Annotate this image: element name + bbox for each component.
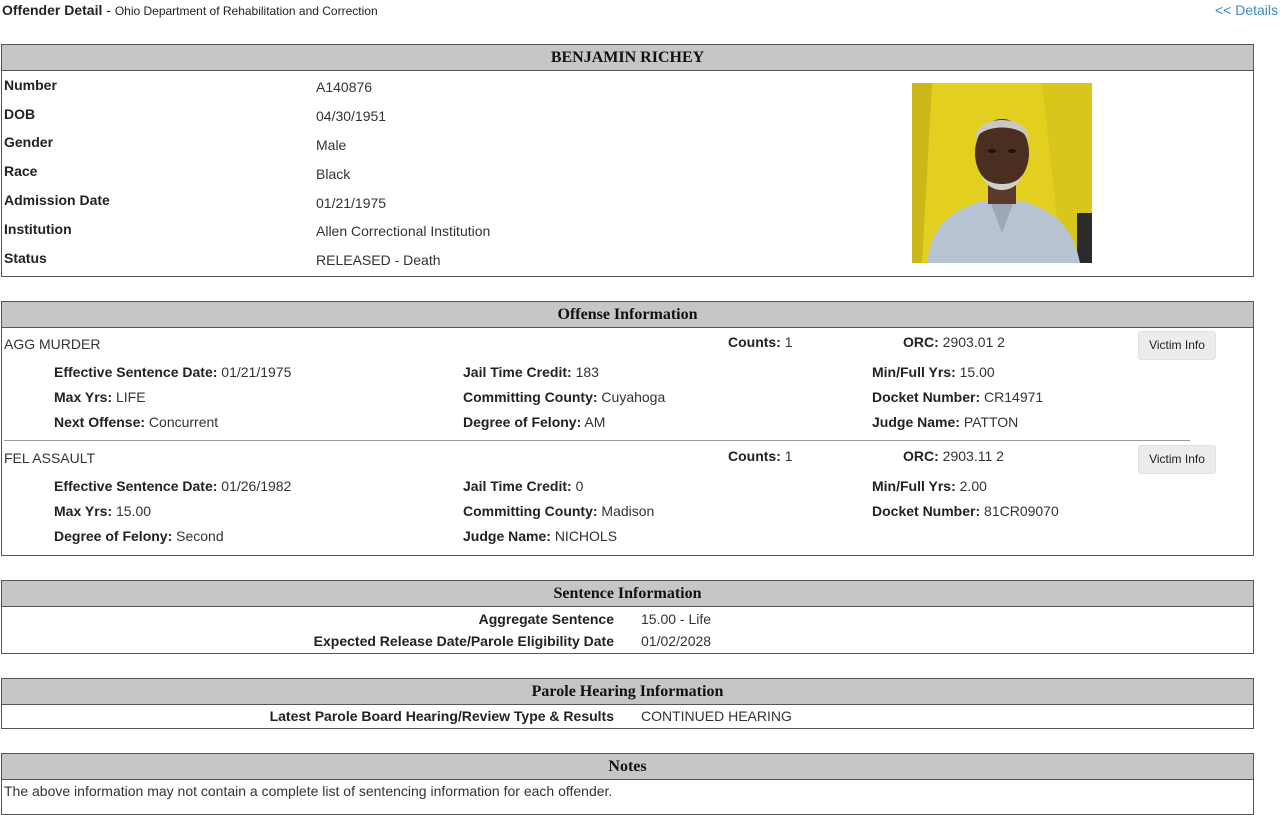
- offense-name: AGG MURDER: [4, 336, 101, 352]
- page-title-main: Offender Detail: [2, 2, 103, 18]
- field-label-status: Status: [4, 250, 47, 266]
- detail-label: Jail Time Credit:: [463, 478, 572, 494]
- detail-judge-name: [872, 414, 1018, 430]
- detail-label: Next Offense:: [54, 414, 146, 430]
- field-value-admission-date: 01/21/1975: [316, 195, 387, 211]
- detail-value: LIFE: [116, 389, 146, 405]
- detail-label: Max Yrs:: [54, 503, 113, 519]
- detail-docket-number: [872, 389, 1043, 405]
- detail-min-full-yrs: [872, 364, 995, 380]
- detail-label: Effective Sentence Date:: [54, 364, 218, 380]
- field-value-institution: Allen Correctional Institution: [316, 223, 491, 239]
- field-label-dob: DOB: [4, 106, 36, 122]
- back-to-details-link[interactable]: << Details: [1214, 2, 1278, 18]
- offender-photo-image: [912, 83, 1092, 263]
- orc-value: 2903.01 2: [942, 334, 1005, 350]
- title-separator: -: [102, 2, 115, 18]
- field-label-race: Race: [4, 163, 38, 179]
- victim-info-button[interactable]: Victim Info: [1138, 445, 1216, 474]
- detail-value: Second: [176, 528, 224, 544]
- detail-value: 2.00: [959, 478, 987, 494]
- detail-label: Max Yrs:: [54, 389, 113, 405]
- expected-release-label: Expected Release Date/Parole Eligibility Date: [313, 633, 614, 649]
- parole-hearing-label: Latest Parole Board Hearing/Review Type & Results: [269, 708, 614, 724]
- detail-label: Degree of Felony:: [54, 528, 173, 544]
- detail-value: Madison: [601, 503, 655, 519]
- field-value-gender: Male: [316, 137, 347, 153]
- parole-hearing-value: CONTINUED HEARING: [641, 708, 792, 724]
- detail-label: Jail Time Credit:: [463, 364, 572, 380]
- page-subtitle: Ohio Department of Rehabilitation and Correction: [114, 4, 378, 18]
- detail-degree-of-felony: [463, 414, 605, 430]
- sentence-panel: [1, 580, 1254, 654]
- offense-panel-title: Offense Information: [2, 302, 1253, 328]
- offense-orc: [903, 334, 1005, 350]
- detail-value: NICHOLS: [554, 528, 618, 544]
- top-bar: [2, 2, 1278, 22]
- detail-value: CR14971: [984, 389, 1044, 405]
- sentence-panel-title: Sentence Information: [2, 581, 1253, 607]
- detail-jail-time-credit: [463, 478, 583, 494]
- victim-info-button[interactable]: Victim Info: [1138, 331, 1216, 360]
- detail-label: Committing County:: [463, 389, 598, 405]
- detail-max-yrs: [54, 503, 151, 519]
- offense-name: FEL ASSAULT: [4, 450, 96, 466]
- field-value-status: RELEASED - Death: [316, 252, 441, 268]
- detail-effective-sentence-date: [54, 364, 291, 380]
- detail-value: 01/26/1982: [221, 478, 292, 494]
- detail-max-yrs: [54, 389, 146, 405]
- detail-value: Cuyahoga: [601, 389, 666, 405]
- detail-value: PATTON: [963, 414, 1019, 430]
- detail-committing-county: [463, 389, 665, 405]
- counts-value: 1: [784, 334, 793, 350]
- orc-value: 2903.11 2: [942, 448, 1004, 464]
- offense-divider: [4, 440, 1190, 441]
- counts-label: Counts:: [728, 448, 781, 464]
- field-label-number: Number: [4, 77, 57, 93]
- notes-panel-title: Notes: [2, 754, 1253, 780]
- field-label-admission-date: Admission Date: [4, 192, 110, 208]
- offense-counts: [728, 334, 793, 350]
- offense-counts: [728, 448, 793, 464]
- detail-committing-county: [463, 503, 654, 519]
- detail-min-full-yrs: [872, 478, 987, 494]
- detail-value: 183: [575, 364, 599, 380]
- detail-effective-sentence-date: [54, 478, 291, 494]
- parole-panel: [1, 678, 1254, 729]
- detail-next-offense: [54, 414, 218, 430]
- detail-docket-number: [872, 503, 1059, 519]
- parole-panel-title: Parole Hearing Information: [2, 679, 1253, 705]
- field-value-number: A140876: [316, 79, 373, 95]
- orc-label: ORC:: [903, 448, 939, 464]
- detail-label: Min/Full Yrs:: [872, 478, 956, 494]
- offender-photo: [912, 83, 1092, 263]
- field-value-dob: 04/30/1951: [316, 108, 387, 124]
- page-title: [2, 2, 378, 18]
- field-value-race: Black: [316, 166, 351, 182]
- offense-panel: [1, 301, 1254, 556]
- detail-value: 01/21/1975: [221, 364, 292, 380]
- detail-label: Degree of Felony:: [463, 414, 582, 430]
- field-label-institution: Institution: [4, 221, 72, 237]
- field-label-gender: Gender: [4, 134, 54, 150]
- detail-label: Min/Full Yrs:: [872, 364, 956, 380]
- detail-value: AM: [584, 414, 606, 430]
- detail-label: Judge Name:: [463, 528, 551, 544]
- counts-value: 1: [784, 448, 793, 464]
- offender-name: BENJAMIN RICHEY: [2, 45, 1253, 71]
- notes-panel: [1, 753, 1254, 815]
- offense-orc: [903, 448, 1004, 464]
- detail-label: Effective Sentence Date:: [54, 478, 218, 494]
- detail-value: 81CR09070: [984, 503, 1059, 519]
- detail-degree-of-felony: [54, 528, 224, 544]
- detail-jail-time-credit: [463, 364, 599, 380]
- expected-release-value: 01/02/2028: [641, 633, 712, 649]
- detail-value: 15.00: [959, 364, 995, 380]
- detail-value: 0: [575, 478, 584, 494]
- orc-label: ORC:: [903, 334, 939, 350]
- detail-label: Docket Number:: [872, 503, 981, 519]
- detail-value: 15.00: [116, 503, 152, 519]
- aggregate-sentence-label: Aggregate Sentence: [478, 611, 614, 627]
- notes-text: The above information may not contain a complete list of sentencing information for each offender.: [4, 783, 613, 799]
- detail-label: Judge Name:: [872, 414, 960, 430]
- detail-value: Concurrent: [148, 414, 219, 430]
- counts-label: Counts:: [728, 334, 781, 350]
- aggregate-sentence-value: 15.00 - Life: [641, 611, 712, 627]
- detail-label: Docket Number:: [872, 389, 981, 405]
- offender-panel: [1, 44, 1254, 277]
- detail-label: Committing County:: [463, 503, 598, 519]
- detail-judge-name: [463, 528, 617, 544]
